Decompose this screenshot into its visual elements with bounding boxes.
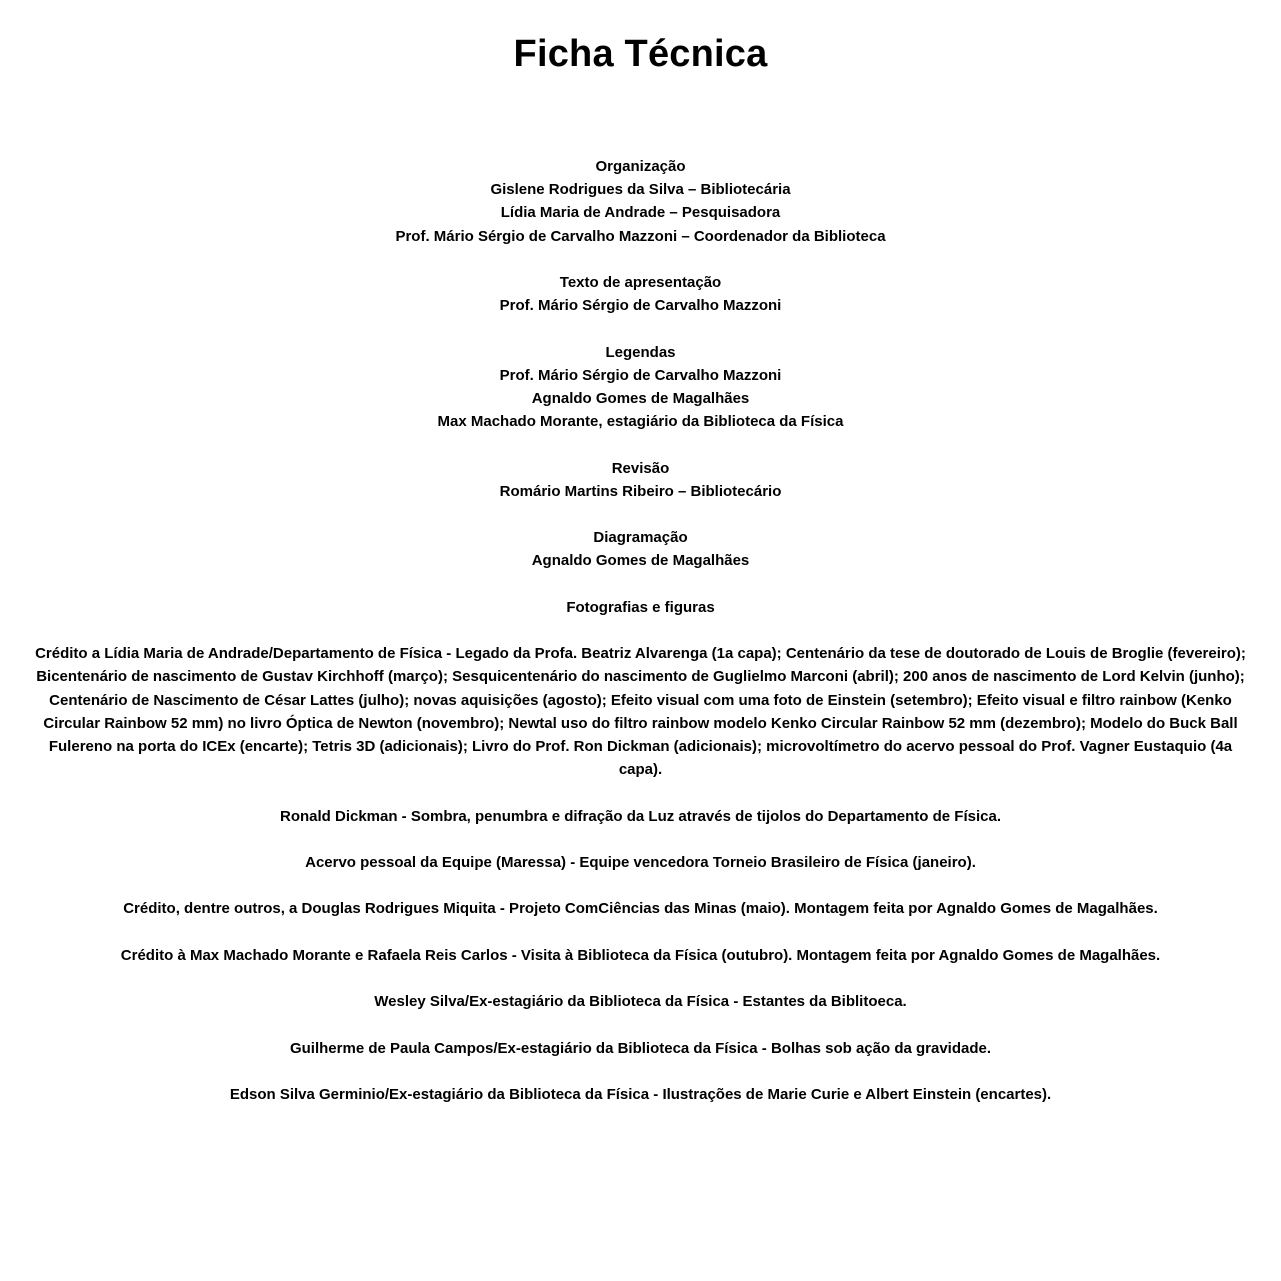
photo-credit-line: Crédito à Max Machado Morante e Rafaela Reis Carlos - Visita à Biblioteca da Física (outubro). Montagem feita por Agnaldo Gomes de Magalhães. <box>120 946 1161 964</box>
photo-credit-line: Wesley Silva/Ex-estagiário da Biblioteca da Física - Estantes da Biblitoeca. <box>374 993 907 1011</box>
section-heading: Diagramação <box>593 529 688 547</box>
photo-credit-line: Acervo pessoal da Equipe (Maressa) - Equipe vencedora Torneio Brasileiro de Física (janeiro). <box>305 853 976 871</box>
section-texto-apresentacao <box>28 271 1253 317</box>
section-diagramacao <box>28 526 1253 572</box>
section-line: Prof. Mário Sérgio de Carvalho Mazzoni <box>499 297 782 315</box>
section-fotografias <box>28 596 1253 619</box>
section-revisao <box>28 457 1253 503</box>
section-legendas <box>28 341 1253 434</box>
photo-credits-paragraph: Crédito a Lídia Maria de Andrade/Departamento de Física - Legado da Profa. Beatriz Alvarenga (1a capa); Centenário da tese de doutorado de Louis de Broglie (fevereiro); Bicentenário de nascimento de Gustav Kirchhoff (março); Sesquicentenário do nascimento de Guglielmo Marconi (abril); 200 anos de nascimento de Lord Kelvin (junho); Centenário de Nascimento de César Lattes (julho); novas aquisições (agosto); Efeito visual com uma foto de Einstein (setembro); Efeito visual e filtro rainbow (Kenko Circular Rainbow 52 mm) no livro Óptica de Newton (novembro); Newtal uso do filtro rainbow modelo Kenko Circular Rainbow 52 mm (dezembro); Modelo do Buck Ball Fulereno na porta do ICEx (encarte); Tetris 3D (adicionais); Livro do Prof. Ron Dickman (adicionais); microvoltímetro do acervo pessoal do Prof. Vagner Eustaquio (4a capa). <box>35 645 1246 779</box>
section-line: Prof. Mário Sérgio de Carvalho Mazzoni <box>499 366 782 384</box>
section-line: Romário Martins Ribeiro – Bibliotecário <box>499 482 782 500</box>
page-title: Ficha Técnica <box>513 33 768 75</box>
photo-credit-line: Edson Silva Germinio/Ex-estagiário da Biblioteca da Física - Ilustrações de Marie Curie e Albert Einstein (encartes). <box>229 1085 1052 1103</box>
section-line: Agnaldo Gomes de Magalhães <box>531 390 750 407</box>
credits-content <box>28 155 1253 1106</box>
section-heading: Fotografias e figuras <box>566 598 715 616</box>
section-heading: Organização <box>595 158 686 175</box>
section-heading: Legendas <box>605 343 676 361</box>
section-line: Lídia Maria de Andrade – Pesquisadora <box>500 204 781 222</box>
section-heading: Texto de apresentação <box>559 274 722 291</box>
section-organizacao <box>28 155 1253 248</box>
photo-credit-line: Ronald Dickman - Sombra, penumbra e difração da Luz através de tijolos do Departamento de Física. <box>279 807 1001 825</box>
photo-credit-line: Guilherme de Paula Campos/Ex-estagiário da Biblioteca da Física - Bolhas sob ação da gravidade. <box>289 1039 992 1057</box>
section-line: Gislene Rodrigues da Silva – Bibliotecária <box>490 181 791 199</box>
section-heading: Revisão <box>611 459 670 477</box>
section-line: Prof. Mário Sérgio de Carvalho Mazzoni – Coordenador da Biblioteca <box>395 227 886 245</box>
photo-credit-line: Crédito, dentre outros, a Douglas Rodrigues Miquita - Projeto ComCiências das Minas (maio). Montagem feita por Agnaldo Gomes de Magalhães. <box>123 900 1158 918</box>
section-line: Max Machado Morante, estagiário da Biblioteca da Física <box>437 413 844 431</box>
section-line: Agnaldo Gomes de Magalhães <box>531 552 750 570</box>
